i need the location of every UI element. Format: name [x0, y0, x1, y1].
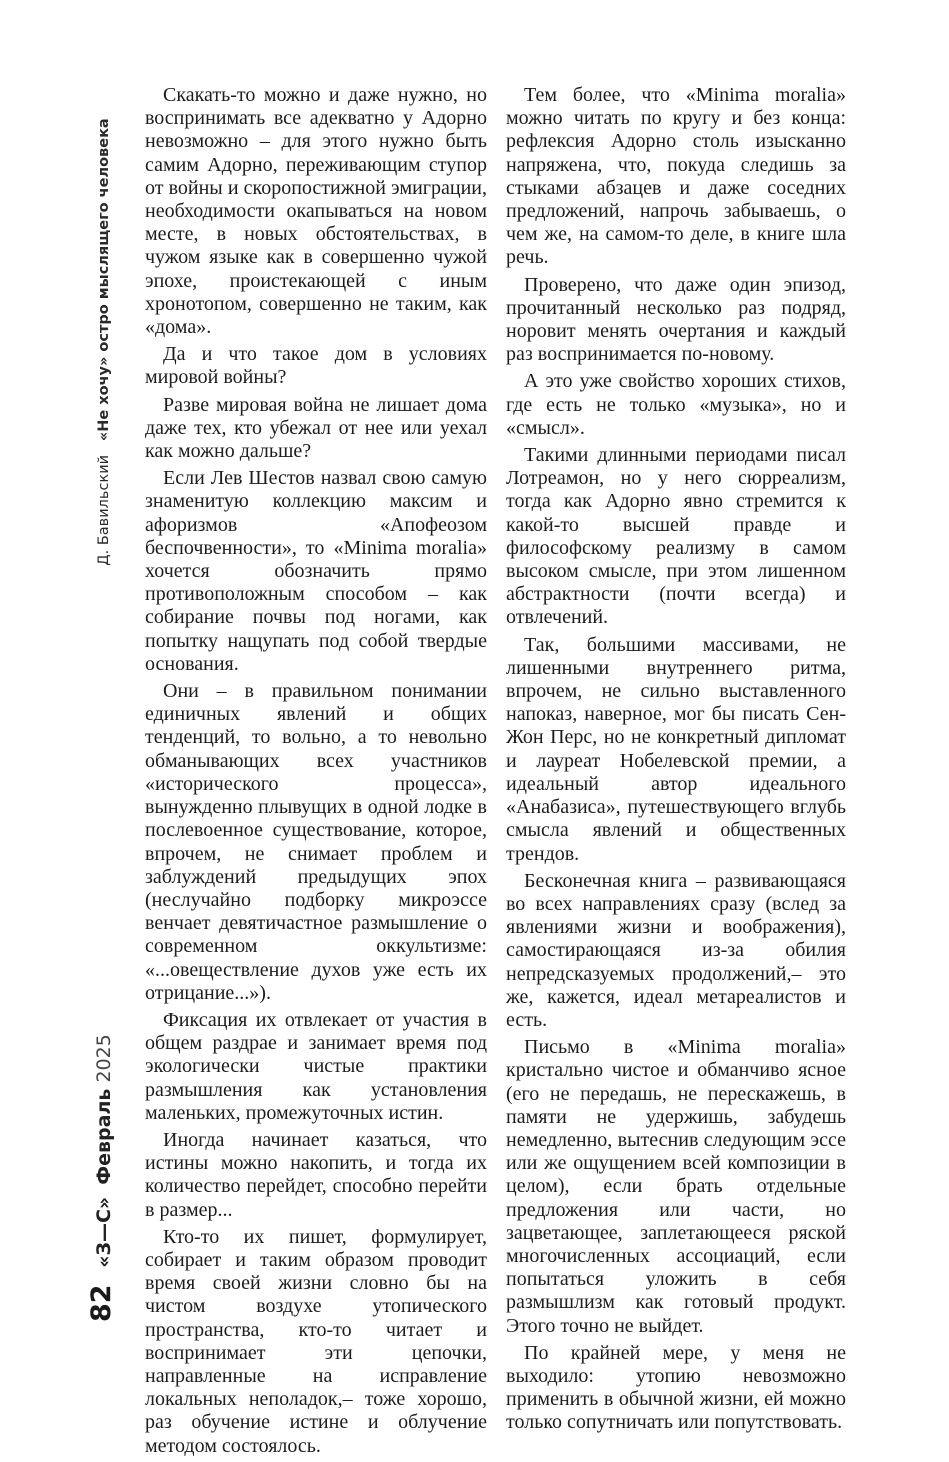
paragraph: Фиксация их отвлекает от участия в общем раздрае и занимает время под экологически чистые практики размышления как установления маленьких, промежуточных истин.: [145, 1008, 487, 1124]
paragraph: Тем более, что «Minima moralia» можно читать по кругу и без конца: рефлексия Адорно столь изысканно напряжена, что, покуда следишь за стыками абзацев и даже соседних предложений, напрочь забываешь, о чем же, на самом-то деле, в книге шла речь.: [506, 84, 846, 269]
page-number-text: 82: [86, 1284, 117, 1322]
paragraph: Иногда начинает казаться, что истины можно накопить, и тогда их количество перейдет, способно перейти в размер...: [145, 1128, 487, 1221]
running-header-text: [96, 118, 112, 565]
issue-year: 2025: [93, 1034, 115, 1083]
magazine-name: «З—С»: [93, 1196, 115, 1268]
paragraph: Проверено, что даже один эпизод, прочитанный несколько раз подряд, норовит менять очертания и каждый раз воспринимается по-новому.: [506, 273, 846, 366]
header-title: «Не хочу» остро мыслящего человека: [96, 118, 112, 442]
paragraph: Кто-то их пишет, формулирует, собирает и таким образом проводит время своей жизни словно бы на чистом воздухе утопического пространства, кто-то читает и воспринимает эти цепочки, направленные на исправление локальных неполадок,– тоже хорошо, раз обучение истине и облучение методом состоялось.: [145, 1225, 487, 1457]
paragraph: Так, большими массивами, не лишенными внутреннего ритма, впрочем, не сильно выставленного напоказ, наверное, мог бы писать Сен-Жон Перс, но не конкретный дипломат и лауреат Нобелевской премии, а идеальный автор идеального «Анабазиса», путешествующего вглубь смысла явлений и общественных трендов.: [506, 633, 846, 865]
paragraph: Разве мировая война не лишает дома даже тех, кто убежал от нее или уехал как можно дальше?: [145, 393, 487, 463]
paragraph: Бесконечная книга – развивающаяся во всех направлениях сразу (вслед за явлениями жизни и воображения), самостирающаяся из-за обилия непредсказуемых продолжений,– это же, кажется, идеал метареалистов и есть.: [506, 869, 846, 1031]
footer-text: [93, 1034, 115, 1268]
paragraph: Если Лев Шестов назвал свою самую знаменитую коллекцию максим и афоризмов «Апофеозом беспочвенности», то «Minima moralia» хочется обозначить прямо противоположным способом – как собирание почвы под ногами, как попытку нащупать под собой твердые основания.: [145, 467, 487, 675]
running-header: [84, 82, 124, 602]
paragraph: По крайней мере, у меня не выходило: утопию невозможно применить в обычной жизни, ей можно только сопутничать или попутствовать.: [506, 1341, 846, 1434]
paragraph: Они – в правильном понимании единичных явлений и общих тенденций, то вольно, а то невольно обманывающих всех участников «исторического процесса», вынужденно плывущих в одной лодке в послевоенное существование, которое, впрочем, не снимает проблем и заблуждений предыдущих эпох (неслучайно подборку микроэссе венчает девятичастное размышление о современном оккультизме: «...овеществление духов уже есть их отрицание...»).: [145, 680, 487, 1004]
paragraph: А это уже свойство хороших стихов, где есть не только «музыка», но и «смысл».: [506, 370, 846, 439]
text-column-left: [145, 84, 487, 1462]
paragraph: Скакать-то можно и даже нужно, но воспринимать все адекватно у Адорно невозможно – для этого нужно быть самим Адорно, переживающим ступор от войны и скоропостижной эмиграции, необходимости окапываться на новом месте, в новых обстоятельствах, в чужом языке как в совершенно чужой эпохе, проистекающей с иным хронотопом, совершенно не таким, как «дома».: [145, 84, 487, 339]
paragraph: Письмо в «Minima moralia» кристально чистое и обманчиво ясное (его не передашь, не перескажешь, в памяти не удержишь, забудешь немедленно, вытеснив следующим эссе или же ощущением всей композиции в целом), если брать отдельные предложения или части, но зацветающее, заплетающееся ряской многочисленных ассоциаций, если попытаться уложить в себя размышлизм как готовый продукт. Этого точно не выйдет.: [506, 1036, 846, 1337]
paragraph: Да и что такое дом в условиях мировой войны?: [145, 343, 487, 389]
text-column-right: [506, 84, 846, 1439]
header-author: Д. Бавильский: [96, 454, 112, 566]
issue-month: Февраль: [93, 1088, 115, 1185]
paragraph: Такими длинными периодами писал Лотреамон, но у него сюрреализм, тогда как Адорно явно стремится к какой-то высшей правде и философскому реализму в самом высоком смысле, при этом лишенном абстрактности (почти всегда) и отвлечений.: [506, 444, 846, 629]
running-footer: [84, 1022, 124, 1280]
